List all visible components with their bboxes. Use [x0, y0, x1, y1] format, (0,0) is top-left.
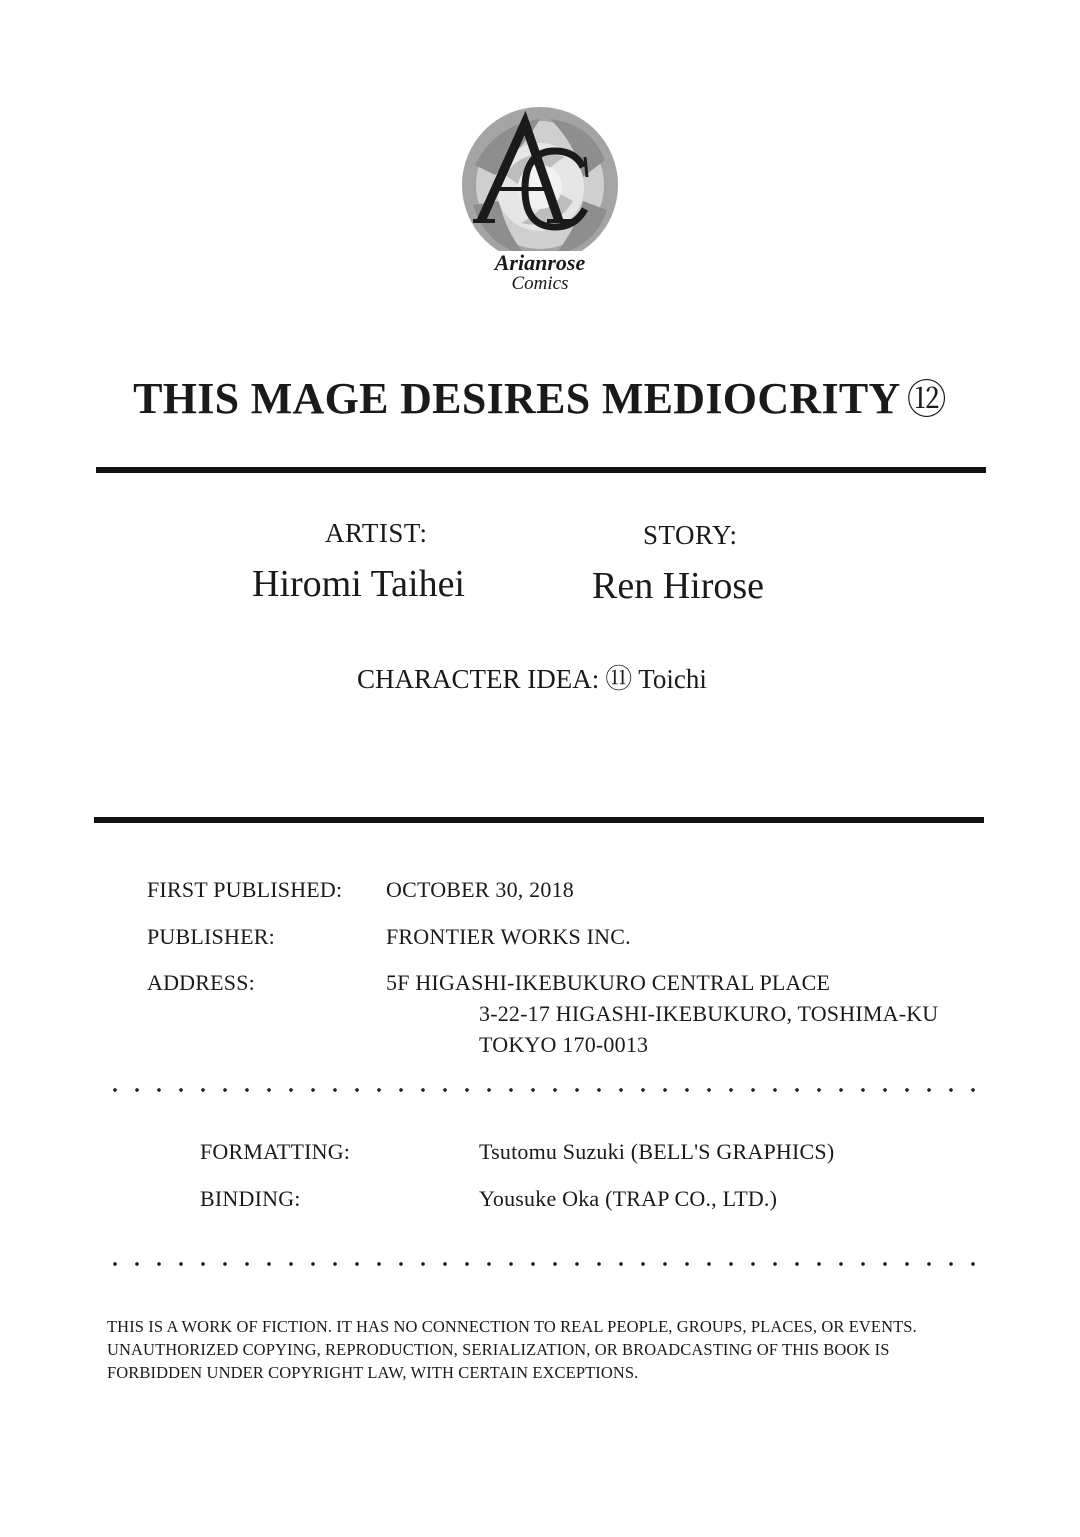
- address-label: ADDRESS:: [147, 970, 255, 995]
- logo-name-line-1: Arianrose: [494, 250, 586, 275]
- rose-emblem-icon: [455, 105, 625, 300]
- address-line: TOKYO 170-0013: [479, 1032, 649, 1057]
- publisher-label: PUBLISHER:: [147, 924, 275, 949]
- artist-label: ARTIST:: [325, 518, 428, 548]
- formatting-value: Tsutomu Suzuki (BELL'S GRAPHICS): [479, 1139, 835, 1164]
- story-label: STORY:: [643, 520, 738, 550]
- publisher-value: FRONTIER WORKS INC.: [386, 924, 631, 949]
- address-line: 5F HIGASHI-IKEBUKURO CENTRAL PLACE: [386, 970, 831, 995]
- character-idea-name: Toichi: [638, 664, 707, 694]
- book-title-text: THIS MAGE DESIRES MEDIOCRITY: [133, 374, 901, 423]
- character-idea-label: CHARACTER IDEA:: [357, 664, 600, 694]
- character-idea-credit: [357, 657, 707, 696]
- disclaimer-line: FORBIDDEN UNDER COPYRIGHT LAW, WITH CERTAIN EXCEPTIONS.: [107, 1363, 639, 1382]
- address-line: 3-22-17 HIGASHI-IKEBUKURO, TOSHIMA-KU: [479, 1001, 939, 1026]
- disclaimer-line: THIS IS A WORK OF FICTION. IT HAS NO CONNECTION TO REAL PEOPLE, GROUPS, PLACES, OR EVENTS.: [107, 1317, 917, 1336]
- logo-name-line-2: Comics: [511, 273, 569, 294]
- dotted-divider: [104, 1261, 984, 1267]
- artist-name: Hiromi Taihei: [252, 563, 465, 605]
- formatting-label: FORMATTING:: [200, 1139, 351, 1164]
- book-title: [0, 368, 1080, 425]
- dotted-divider: [104, 1087, 984, 1093]
- disclaimer-line: UNAUTHORIZED COPYING, REPRODUCTION, SERIALIZATION, OR BROADCASTING OF THIS BOOK IS: [107, 1340, 890, 1359]
- character-idea-mark: ⑪: [605, 664, 633, 694]
- arianrose-comics-logo: [455, 105, 625, 300]
- first-published-value: OCTOBER 30, 2018: [386, 877, 574, 902]
- volume-number: ⑫: [906, 377, 947, 422]
- copyright-disclaimer: [107, 1315, 1007, 1384]
- binding-label: BINDING:: [200, 1186, 301, 1211]
- divider-rule-top: [96, 467, 986, 473]
- story-name: Ren Hirose: [592, 565, 765, 607]
- first-published-label: FIRST PUBLISHED:: [147, 877, 343, 902]
- binding-value: Yousuke Oka (TRAP CO., LTD.): [479, 1186, 778, 1211]
- divider-rule-bottom: [94, 817, 984, 823]
